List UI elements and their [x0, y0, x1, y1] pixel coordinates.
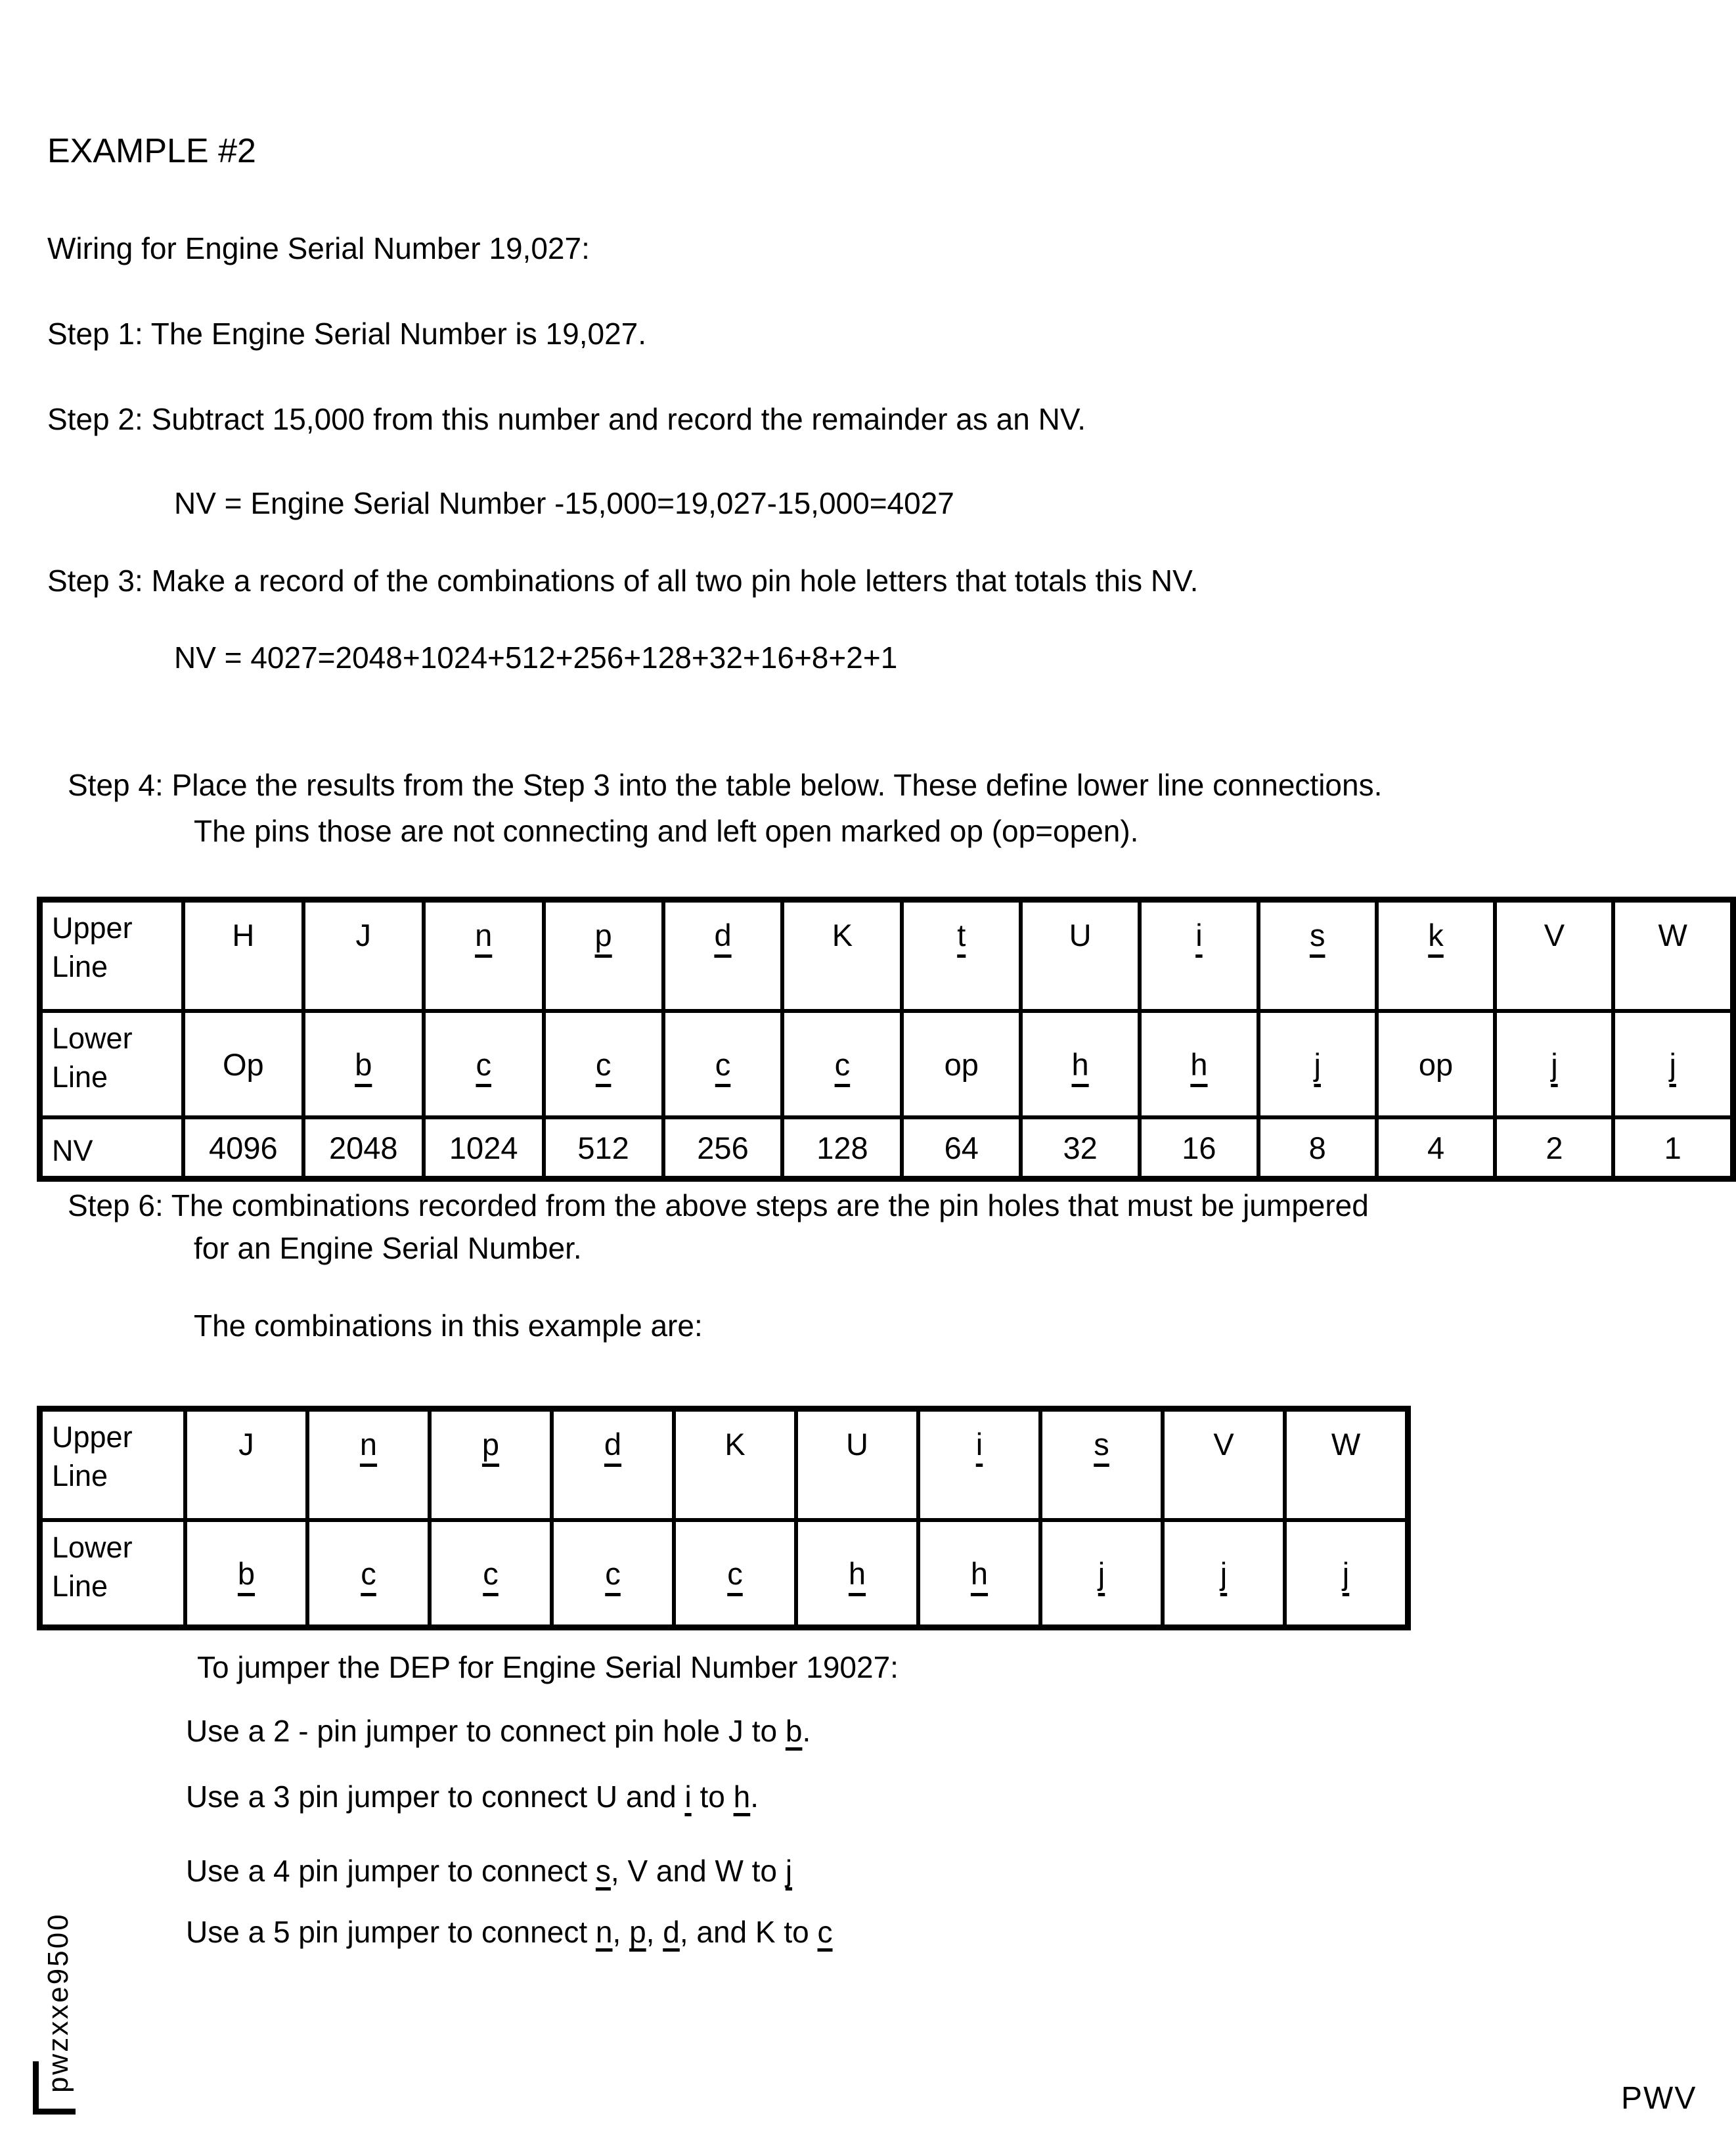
table-cell [663, 900, 783, 1012]
table-cell [430, 1409, 552, 1521]
page-code: PWV [1621, 2081, 1697, 2116]
pin-letter-underlined: h [970, 1556, 989, 1591]
table-cell [1377, 1011, 1496, 1117]
pin-letter-underlined: p [594, 918, 612, 952]
pin-letter-underlined: n [475, 918, 493, 952]
table-cell [1377, 900, 1496, 1012]
table-cell [1021, 900, 1140, 1012]
step6-line1: Step 6: The combinations recorded from the above steps are the pin holes that must be jumpered [68, 1188, 1369, 1222]
table-cell [185, 1409, 307, 1521]
table-cell [663, 1011, 783, 1117]
step6-line2: for an Engine Serial Number. [194, 1231, 582, 1265]
text-segment: U [1069, 918, 1092, 952]
pin-letter-underlined: b [355, 1046, 372, 1082]
row-label-nv: NV [40, 1117, 183, 1179]
pin-letter-underlined: b [237, 1556, 256, 1591]
table-cell [183, 1011, 303, 1117]
pin-nv-table [37, 897, 1736, 1182]
text-segment: Use a 2 - pin jumper to connect pin hole J to [186, 1714, 786, 1748]
pin-letter-underlined: h [733, 1780, 751, 1814]
row-label-upper-line: Upper Line [40, 900, 183, 1012]
jumper-instructions-title: To jumper the DEP for Engine Serial Number 19027: [197, 1650, 899, 1684]
table-cell [307, 1520, 430, 1628]
pin-letter-underlined: n [359, 1427, 378, 1462]
table-cell [1495, 900, 1613, 1012]
text-segment: W [1658, 918, 1687, 952]
pin-letter-underlined: n [595, 1915, 613, 1949]
table-cell [544, 1011, 663, 1117]
text-segment: , [612, 1915, 630, 1949]
pin-letter-underlined: j [1220, 1556, 1228, 1591]
pin-letter-underlined: t [957, 918, 966, 952]
side-fax-code: pwzxxe9500 [42, 1912, 74, 2093]
pin-letter-underlined: h [1190, 1046, 1208, 1082]
table-cell [1163, 1409, 1285, 1521]
pin-letter-underlined: c [605, 1556, 621, 1591]
pin-letter-underlined: i [684, 1780, 692, 1814]
text-segment: U [846, 1427, 868, 1462]
text-segment: W [1331, 1427, 1361, 1462]
lower-line-row [40, 1520, 1408, 1628]
step3-formula: NV = 4027=2048+1024+512+256+128+32+16+8+2+1 [174, 640, 898, 675]
pin-letter-underlined: b [785, 1714, 803, 1748]
pin-letter-underlined: i [1195, 918, 1203, 952]
pin-letter-underlined: c [595, 1046, 612, 1082]
pin-letter-underlined: c [476, 1046, 491, 1082]
text-segment: K [724, 1427, 746, 1462]
table-cell [1613, 1011, 1733, 1117]
pin-letter-underlined: j [1551, 1046, 1558, 1082]
table-cell [1140, 1011, 1258, 1117]
text-segment: Use a 4 pin jumper to connect [186, 1854, 596, 1888]
table-cell: 1024 [424, 1117, 544, 1179]
jumper-instruction-2pin [186, 1714, 811, 1749]
table-cell: 4 [1377, 1117, 1496, 1179]
table-cell [303, 1011, 424, 1117]
text-segment: J [238, 1427, 254, 1462]
table-cell [1285, 1520, 1408, 1628]
pin-letter-underlined: k [1428, 918, 1444, 952]
pin-letter-underlined: j [1669, 1046, 1676, 1082]
pin-letter-underlined: p [629, 1915, 646, 1949]
step1-line: Step 1: The Engine Serial Number is 19,027. [47, 317, 647, 351]
table-cell [782, 1011, 902, 1117]
pin-letter-underlined: i [975, 1427, 983, 1462]
text-segment: . [802, 1714, 811, 1748]
text-segment: K [832, 918, 853, 952]
pin-letter-underlined: j [785, 1854, 793, 1888]
text-segment: , [646, 1915, 663, 1949]
text-segment: , and K to [679, 1915, 818, 1949]
pin-letter-underlined: j [1098, 1556, 1105, 1591]
table-cell [1140, 900, 1258, 1012]
table-cell [1613, 900, 1733, 1012]
table-cell: 1 [1613, 1117, 1733, 1179]
table-cell [1495, 1011, 1613, 1117]
table-cell [183, 900, 303, 1012]
row-label-lower-line: Lower Line [40, 1011, 183, 1117]
text-segment: J [355, 918, 372, 952]
table-cell [1258, 1011, 1377, 1117]
table-cell [782, 900, 902, 1012]
table-cell: 128 [782, 1117, 902, 1179]
pin-letter-underlined: j [1342, 1556, 1350, 1591]
table-cell [303, 900, 424, 1012]
table-cell [674, 1520, 796, 1628]
table-cell [796, 1520, 918, 1628]
pin-letter-underlined: c [361, 1556, 376, 1591]
table-cell [1258, 900, 1377, 1012]
pin-letter-underlined: d [663, 1915, 680, 1949]
pin-letter-underlined: s [595, 1854, 611, 1888]
jumper-instruction-4pin [186, 1854, 792, 1889]
table-cell: 256 [663, 1117, 783, 1179]
table-cell: 512 [544, 1117, 663, 1179]
pin-letter-underlined: p [481, 1427, 500, 1462]
row-label-lower-line: Lower Line [40, 1520, 186, 1628]
step4-line1: Step 4: Place the results from the Step 3 into the table below. These define lower line connections. [68, 768, 1383, 802]
step3-line: Step 3: Make a record of the combinations of all two pin hole letters that totals this NV. [47, 564, 1199, 598]
lower-line-row [40, 1011, 1733, 1117]
upper-line-row [40, 1409, 1408, 1521]
pin-letter-underlined: c [715, 1046, 731, 1082]
jumper-instruction-3pin [186, 1780, 759, 1814]
table-cell [1021, 1011, 1140, 1117]
table-cell [424, 1011, 544, 1117]
step2-line: Step 2: Subtract 15,000 from this number and record the remainder as an NV. [47, 402, 1086, 436]
table-cell [1040, 1520, 1163, 1628]
pin-letter-underlined: c [834, 1046, 851, 1082]
text-segment: Use a 3 pin jumper to connect U and [186, 1780, 685, 1814]
table-cell: 32 [1021, 1117, 1140, 1179]
table-cell [185, 1520, 307, 1628]
combinations-table [37, 1406, 1411, 1630]
table-cell [1163, 1520, 1285, 1628]
jumper-instruction-5pin [186, 1915, 833, 1950]
table-cell: 16 [1140, 1117, 1258, 1179]
nv-row [40, 1117, 1733, 1179]
text-segment: op [944, 1046, 979, 1082]
row-label-upper-line: Upper Line [40, 1409, 186, 1521]
text-segment: . [750, 1780, 759, 1814]
text-segment: V [1544, 918, 1565, 952]
table-cell [918, 1520, 1040, 1628]
text-segment: , V and W to [610, 1854, 786, 1888]
table-cell: 64 [902, 1117, 1021, 1179]
table-cell [674, 1409, 796, 1521]
table-cell [552, 1409, 674, 1521]
table-cell: 2 [1495, 1117, 1613, 1179]
table-cell [796, 1409, 918, 1521]
table-cell [544, 900, 663, 1012]
table-cell: 8 [1258, 1117, 1377, 1179]
text-segment: Use a 5 pin jumper to connect [186, 1915, 596, 1949]
pin-letter-underlined: c [727, 1556, 743, 1591]
pin-letter-underlined: j [1314, 1046, 1321, 1082]
table-cell [902, 1011, 1021, 1117]
table-cell [424, 900, 544, 1012]
pin-letter-underlined: c [483, 1556, 499, 1591]
pin-letter-underlined: h [848, 1556, 866, 1591]
table-cell [1040, 1409, 1163, 1521]
pin-letter-underlined: c [817, 1915, 833, 1949]
table-cell [918, 1409, 1040, 1521]
upper-line-row [40, 900, 1733, 1012]
pin-letter-underlined: s [1094, 1427, 1109, 1462]
step4-line2: The pins those are not connecting and left open marked op (op=open). [194, 814, 1139, 848]
table-cell [902, 900, 1021, 1012]
text-segment: op [1418, 1046, 1454, 1082]
table-cell: 4096 [183, 1117, 303, 1179]
combinations-caption: The combinations in this example are: [194, 1309, 703, 1343]
page-title: EXAMPLE #2 [47, 132, 256, 170]
text-segment: Op [222, 1046, 264, 1082]
intro-line: Wiring for Engine Serial Number 19,027: [47, 231, 590, 265]
table-cell [430, 1520, 552, 1628]
table-cell [307, 1409, 430, 1521]
text-segment: V [1213, 1427, 1234, 1462]
table-cell [552, 1520, 674, 1628]
step2-formula: NV = Engine Serial Number -15,000=19,027-15,000=4027 [174, 486, 954, 520]
text-segment: to [691, 1780, 734, 1814]
pin-letter-underlined: d [714, 918, 732, 952]
pin-letter-underlined: h [1071, 1046, 1089, 1082]
pin-letter-underlined: s [1309, 918, 1325, 952]
table-cell: 2048 [303, 1117, 424, 1179]
text-segment: H [232, 918, 255, 952]
table-cell [1285, 1409, 1408, 1521]
pin-letter-underlined: d [604, 1427, 622, 1462]
